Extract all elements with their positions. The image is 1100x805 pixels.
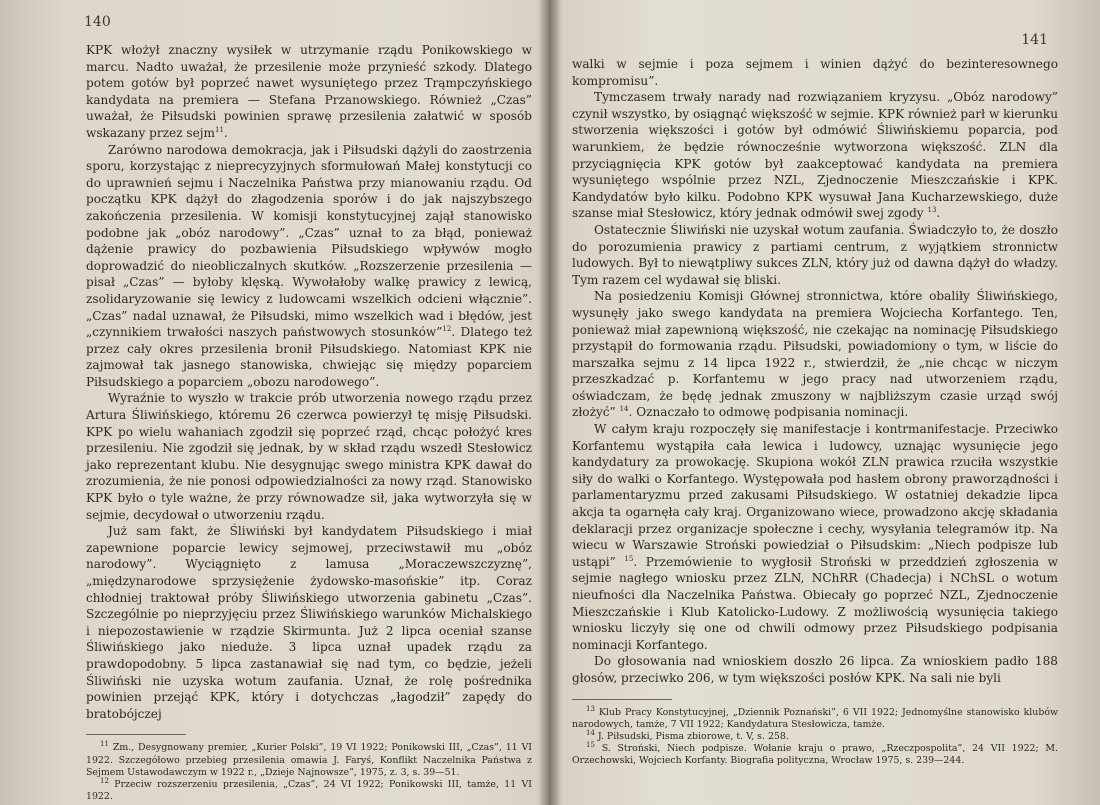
footnote-text: J. Piłsudski, Pisma zbiorowe, t. V, s. 258. bbox=[597, 730, 789, 742]
page-number: 141 bbox=[1021, 32, 1048, 48]
paragraph: KPK włożył znaczny wysiłek w utrzymanie rządu Ponikowskiego w marcu. Nadto uważał, że przesilenie może przynieść szkody. Dlatego potem gotów był poprzeć nawet wysuniętego przez Trąmpczyńskiego kandydata na premiera — Stefana Przanowskiego. Również „Czas” uważał, że Piłsudski powinien sprawę przesilenia załatwić w sposób wskazany przez sejm$^{11}$. bbox=[86, 43, 532, 140]
footnote-text: Zm., Desygnowany premier, „Kurier Polski”, 19 VI 1922; Ponikowski III, „Czas”, 11 VI 1922. Szczegółowo przebieg przesilenia omawia J. Faryś, Konflikt Naczelnika Państwa z Sejmem Ustawodawczym w 1922 r., „Dzieje Najnowsze”, 1975, z. 3, s. 39—51. bbox=[86, 742, 532, 778]
paragraph-text: Na posiedzeniu Komisji Głównej stronnictwa, które obaliły Śliwińskiego, wysunęły jako swego kandydata na premiera Wojciecha Korfantego. Ten, ponieważ miał zapewnioną większość, nie czekając na nominację Piłsudskiego przystąpił do formowania rządu. Piłsudski, powiadomiony o tym, w liście do marszałka sejmu z 14 lipca 1922 r., stwierdził, że „nie chcąc w niczym przeszkadzać p. Korfantemu w jego pracy nad utworzeniem rządu, oświadczam, że będę jednak zmuszony w najbliższym czasie urząd swój złożyć” bbox=[572, 289, 1058, 420]
paragraph-text: Przemówienie to wygłosił Stroński w przeddzień zgłoszenia w sejmie nagłego wniosku przez ZLN, NChRR (Chadecja) i NChSL o wotum nieufności dla Naczelnika Państwa. Obiecały go poprzeć NZL, Zjednoczenie Mieszczańskie i Klub Katolicko-Ludowy. Z możliwością wysunięcia takiego wniosku liczyły się one od chwili odmowy przez Piłsudskiego podpisania nominacji Korfantego. bbox=[572, 554, 1058, 652]
paragraph-text: Oznaczało to odmowę podpisania nominacji. bbox=[636, 405, 909, 420]
footnote-text: Klub Pracy Konstytucyjnej, „Dziennik Poznański”, 6 VII 1922; Jednomyślne stanowisko klubów narodowych, tamże, 7 VII 1922; Kandydatura Stesłowicza, tamże. bbox=[572, 706, 1058, 730]
paragraph: Już sam fakt, że Śliwiński był kandydatem Piłsudskiego i miał zapewnione poparcie lewicy sejmowej, przeciwstawił mu „obóz narodowy”. Wyciągnięto z lamusa „Moraczewszczyznę”, „międzynarodowe sprzysiężenie żydowsko-masońskie” itp. Coraz chłodniej traktował próby Śliwińskiego utworzenia gabinetu „Czas”. Szczególnie po nieprzyjęciu przez Śliwińskiego warunków Michalskiego i niepozostawienie w rządzie Skirmunta. Już 2 lipca oceniał szanse Śliwińskiego jako nieduże. 3 lipca uznał upadek rządu za prawdopodobny. 5 lipca zastanawiał się nad tym, co będzie, jeżeli Śliwiński nie uzyska wotum zaufania. Uznał, że rolę pośrednika powinien przejąć KPK, który i dotychczas „łagodził” zapędy do bratobójczej bbox=[86, 524, 532, 721]
paragraph: Do głosowania nad wnioskiem doszło 26 lipca. Za wnioskiem padło 188 głosów, przeciwko 206, w tym większości posłów KPK. Na sali nie byli bbox=[572, 654, 1058, 685]
paragraph: Zarówno narodowa demokracja, jak i Piłsudski dążyli do zaostrzenia sporu, korzystając z nieprecyzyjnych sformułowań Małej konstytucji co do uprawnień sejmu i Naczelnika Państwa przy mianowaniu rządu. Od początku KPK dążył do złagodzenia sporów i do jak najszybszego zakończenia przesilenia. W komisji konstytucyjnej zajął stanowisko podobne jak „obóz narodowy”. „Czas” uznał to za błąd, ponieważ dążenie prawicy do pozbawienia Piłsudskiego wpływów mogło doprowadzić do nieobliczalnych skutków. „Rozszerzenie przesilenia — pisał „Czas” — byłoby klęską. Wywołałoby walkę prawicy z lewicą, zsolidaryzowanie się lewicy z ludowcami wszelkich odcieni włącznie”. „Czas” nadal uznawał, że Piłsudski, mimo wszelkich wad i błędów, jest „czynnikiem trwałości naszych państwowych stosunków”$^{12}$. Dlatego też przez cały okres przesilenia bronił Piłsudskiego. Natomiast KPK nie zajmował tak jasnego stanowiska, chwiejąc się między poparciem Piłsudskiego a poparciem „obozu narodowego”. bbox=[86, 142, 532, 389]
footnote-number: 11 bbox=[100, 740, 109, 749]
left-page-body bbox=[86, 42, 532, 722]
paragraph-text: Zarówno narodowa demokracja, jak i Piłsudski dążyli do zaostrzenia sporu, korzystając z nieprecyzyjnych sformułowań Małej konstytucji co do uprawnień sejmu i Naczelnika Państwa przy mianowaniu rządu. Od początku KPK dążył do złagodzenia sporów i do jak najszybszego zakończenia przesilenia. W komisji konstytucyjnej zajął stanowisko podobne jak „obóz narodowy”. „Czas” uznał to za błąd, ponieważ dążenie prawicy do pozbawienia Piłsudskiego wpływów mogło doprowadzić do nieobliczalnych skutków. „Rozszerzenie przesilenia — pisał „Czas” — byłoby klęską. Wywołałoby walkę prawicy z lewicą, zsolidaryzowanie się lewicy z ludowcami wszelkich odcieni włącznie”. „Czas” nadal uznawał, że Piłsudski, mimo wszelkich wad i błędów, jest „czynnikiem trwałości naszych państwowych stosunków” bbox=[86, 142, 532, 340]
paragraph: Wyraźnie to wyszło w trakcie prób utworzenia nowego rządu przez Artura Śliwińskiego, któremu 26 czerwca powierzył tę misję Piłsudski. KPK po wielu wahaniach zgodził się poprzeć rząd, chcąc położyć kres przesileniu. Nie zgodził się jednak, by w skład rządu wszedł Stesłowicz jako reprezentant klubu. Nie desygnując swego ministra KPK dawał do zrozumienia, że nie ponosi odpowiedzialności za nowy rząd. Stanowisko KPK było o tyle ważne, że przy równowadze sił, jaka wytworzyła się w sejmie, decydował o utworzeniu rządu. bbox=[86, 391, 532, 522]
paragraph-text: W całym kraju rozpoczęły się manifestacje i kontrmanifestacje. Przeciwko Korfantemu wystąpiła cała lewica i ludowcy, uznając wysunięcie jego kandydatury za prowokację. Skupiona wokół ZLN prawica rzuciła wszystkie siły do walki o Korfantego. Występowała pod hasłem obrony praworządności i parlamentaryzmu przed zakusami Piłsudskiego. W ostatniej dekadzie lipca akcja ta ogarnęła cały kraj. Organizowano wiece, prowadzono akcję składania deklaracji przez organizacje społeczne i cechy, wysyłania telegramów itp. Na wiecu w Warszawie Stroński powiedział o Piłsudskim: „Niech podpisze lub ustąpi” bbox=[572, 422, 1058, 569]
paragraph: walki w sejmie i poza sejmem i winien dążyć do bezinteresownego kompromisu”. bbox=[572, 57, 1058, 88]
footnote-number: 15 bbox=[586, 741, 595, 750]
footnote bbox=[572, 743, 1058, 767]
footnote-ref: 13 bbox=[927, 206, 937, 215]
footnotes bbox=[572, 704, 1059, 768]
footnote bbox=[86, 776, 533, 803]
footnote-number: 13 bbox=[586, 704, 595, 713]
paragraph: Tymczasem trwały narady nad rozwiązaniem kryzysu. „Obóz narodowy” czynił wszystko, by osiągnąć większość w sejmie. KPK również parł w kierunku stworzenia większości i gotów był odmówić Śliwińskiemu poparcia, pod warunkiem, że będzie równocześnie wytworzona większość. ZLN dla przyciągnięcia KPK gotów był zaakceptować kandydata na premiera wysuniętego wspólnie przez NZL, Zjednoczenie Mieszczańskie i KPK. Kandydatów było kilku. Podobno KPK wysuwał Jana Kucharzewskiego, duże szanse miał Stesłowicz, który jednak odmówił swej zgody $^{13}$. bbox=[572, 90, 1058, 221]
footnote-number: 12 bbox=[100, 776, 109, 785]
footnote-text: Przeciw rozszerzeniu przesilenia, „Czas”, 24 VI 1922; Ponikowski III, tamże, 11 VI 1922. bbox=[86, 778, 533, 803]
footnote bbox=[572, 728, 1058, 743]
footnote-text: S. Stroński, Niech podpisze. Wołanie kraju o prawo, „Rzeczpospolita”, 24 VII 1922; M. Orzechowski, Wojciech Korfanty. Biografia polityczna, Wrocław 1975, s. 239—244. bbox=[572, 743, 1059, 767]
paragraph: W całym kraju rozpoczęły się manifestacje i kontrmanifestacje. Przeciwko Korfantemu wystąpiła cała lewica i ludowcy, uznając wysunięcie jego kandydatury za prowokację. Skupiona wokół ZLN prawica rzuciła wszystkie siły do walki o Korfantego. Występowała pod hasłem obrony praworządności i parlamentaryzmu przed zakusami Piłsudskiego. W ostatniej dekadzie lipca akcja ta ogarnęła cały kraj. Organizowano wiece, prowadzono akcję składania deklaracji przez organizacje społeczne i cechy, wysyłania telegramów itp. Na wiecu w Warszawie Stroński powiedział o Piłsudskim: „Niech podpisze lub ustąpi” $^{15}$. Przemówienie to wygłosił Stroński w przeddzień zgłoszenia w sejmie nagłego wniosku przez ZLN, NChRR (Chadecja) i NChSL o wotum nieufności dla Naczelnika Państwa. Obiecały go poprzeć NZL, Zjednoczenie Mieszczańskie i Klub Katolicko-Ludowy. Z możliwością wysunięcia takiego wniosku liczyły się one od chwili odmowy przez Piłsudskiego podpisania nominacji Korfantego. bbox=[572, 422, 1058, 652]
page-number: 140 bbox=[84, 14, 111, 30]
paragraph: Ostatecznie Śliwiński nie uzyskał wotum zaufania. Świadczyło to, że doszło do porozumienia prawicy z partiami centrum, z wyjątkiem stronnictw ludowych. Był to niewątpliwy sukces ZLN, który już od dawna dążył do władzy. Tym razem cel wydawał się bliski. bbox=[572, 222, 1058, 287]
footnote-ref: 15 bbox=[624, 554, 634, 563]
footnote-number: 14 bbox=[586, 728, 595, 737]
footnote bbox=[572, 704, 1058, 731]
footnote-ref: 11 bbox=[215, 125, 224, 134]
paragraph-text: Tymczasem trwały narady nad rozwiązaniem kryzysu. „Obóz narodowy” czynił wszystko, by osiągnąć większość w sejmie. KPK również parł w kierunku stworzenia większości i gotów był odmówić Śliwińskiemu poparcia, pod warunkiem, że będzie równocześnie wytworzona większość. ZLN dla przyciągnięcia KPK gotów był zaakceptować kandydata na premiera wysuniętego wspólnie przez NZL, Zjednoczenie Mieszczańskie i KPK. Kandydatów było kilku. Podobno KPK wysuwał Jana Kucharzewskiego, duże szanse miał Stesłowicz, który jednak odmówił swej zgody bbox=[572, 90, 1058, 221]
right-page-body bbox=[572, 56, 1058, 687]
footnote-ref: 14 bbox=[619, 405, 629, 414]
footnote-ref: 12 bbox=[442, 325, 452, 334]
footnote-rule bbox=[86, 734, 186, 735]
paragraph-text: Dlatego też przez cały okres przesilenia bronił Piłsudskiego. Natomiast KPK nie zajmował tak jasnego stanowiska, chwiejąc się między poparciem Piłsudskiego a poparciem „obozu narodowego”. bbox=[86, 325, 532, 389]
footnote bbox=[86, 742, 532, 779]
footnote-rule bbox=[572, 699, 672, 700]
right-page bbox=[550, 0, 1100, 805]
paragraph-text: KPK włożył znaczny wysiłek w utrzymanie rządu Ponikowskiego w marcu. Nadto uważał, że przesilenie może przynieść szkody. Dlatego potem gotów był poprzeć nawet wysuniętego przez Trąmpczyńskiego kandydata na premiera — Stefana Przanowskiego. Również „Czas” uważał, że Piłsudski powinien sprawę przesilenia załatwić w sposób wskazany przez sejm bbox=[86, 43, 532, 140]
paragraph: Na posiedzeniu Komisji Głównej stronnictwa, które obaliły Śliwińskiego, wysunęły jako swego kandydata na premiera Wojciecha Korfantego. Ten, ponieważ miał zapewnioną większość, nie czekając na nominację Piłsudskiego przystąpił do formowania rządu. Piłsudski, powiadomiony o tym, w liście do marszałka sejmu z 14 lipca 1922 r., stwierdził, że „nie chcąc w niczym przeszkadzać p. Korfantemu w jego pracy nad utworzeniem rządu, oświadczam, że będę jednak zmuszony w najbliższym czasie urząd swój złożyć” $^{14}$. Oznaczało to odmowę podpisania nominacji. bbox=[572, 289, 1058, 420]
footnotes bbox=[86, 742, 532, 803]
